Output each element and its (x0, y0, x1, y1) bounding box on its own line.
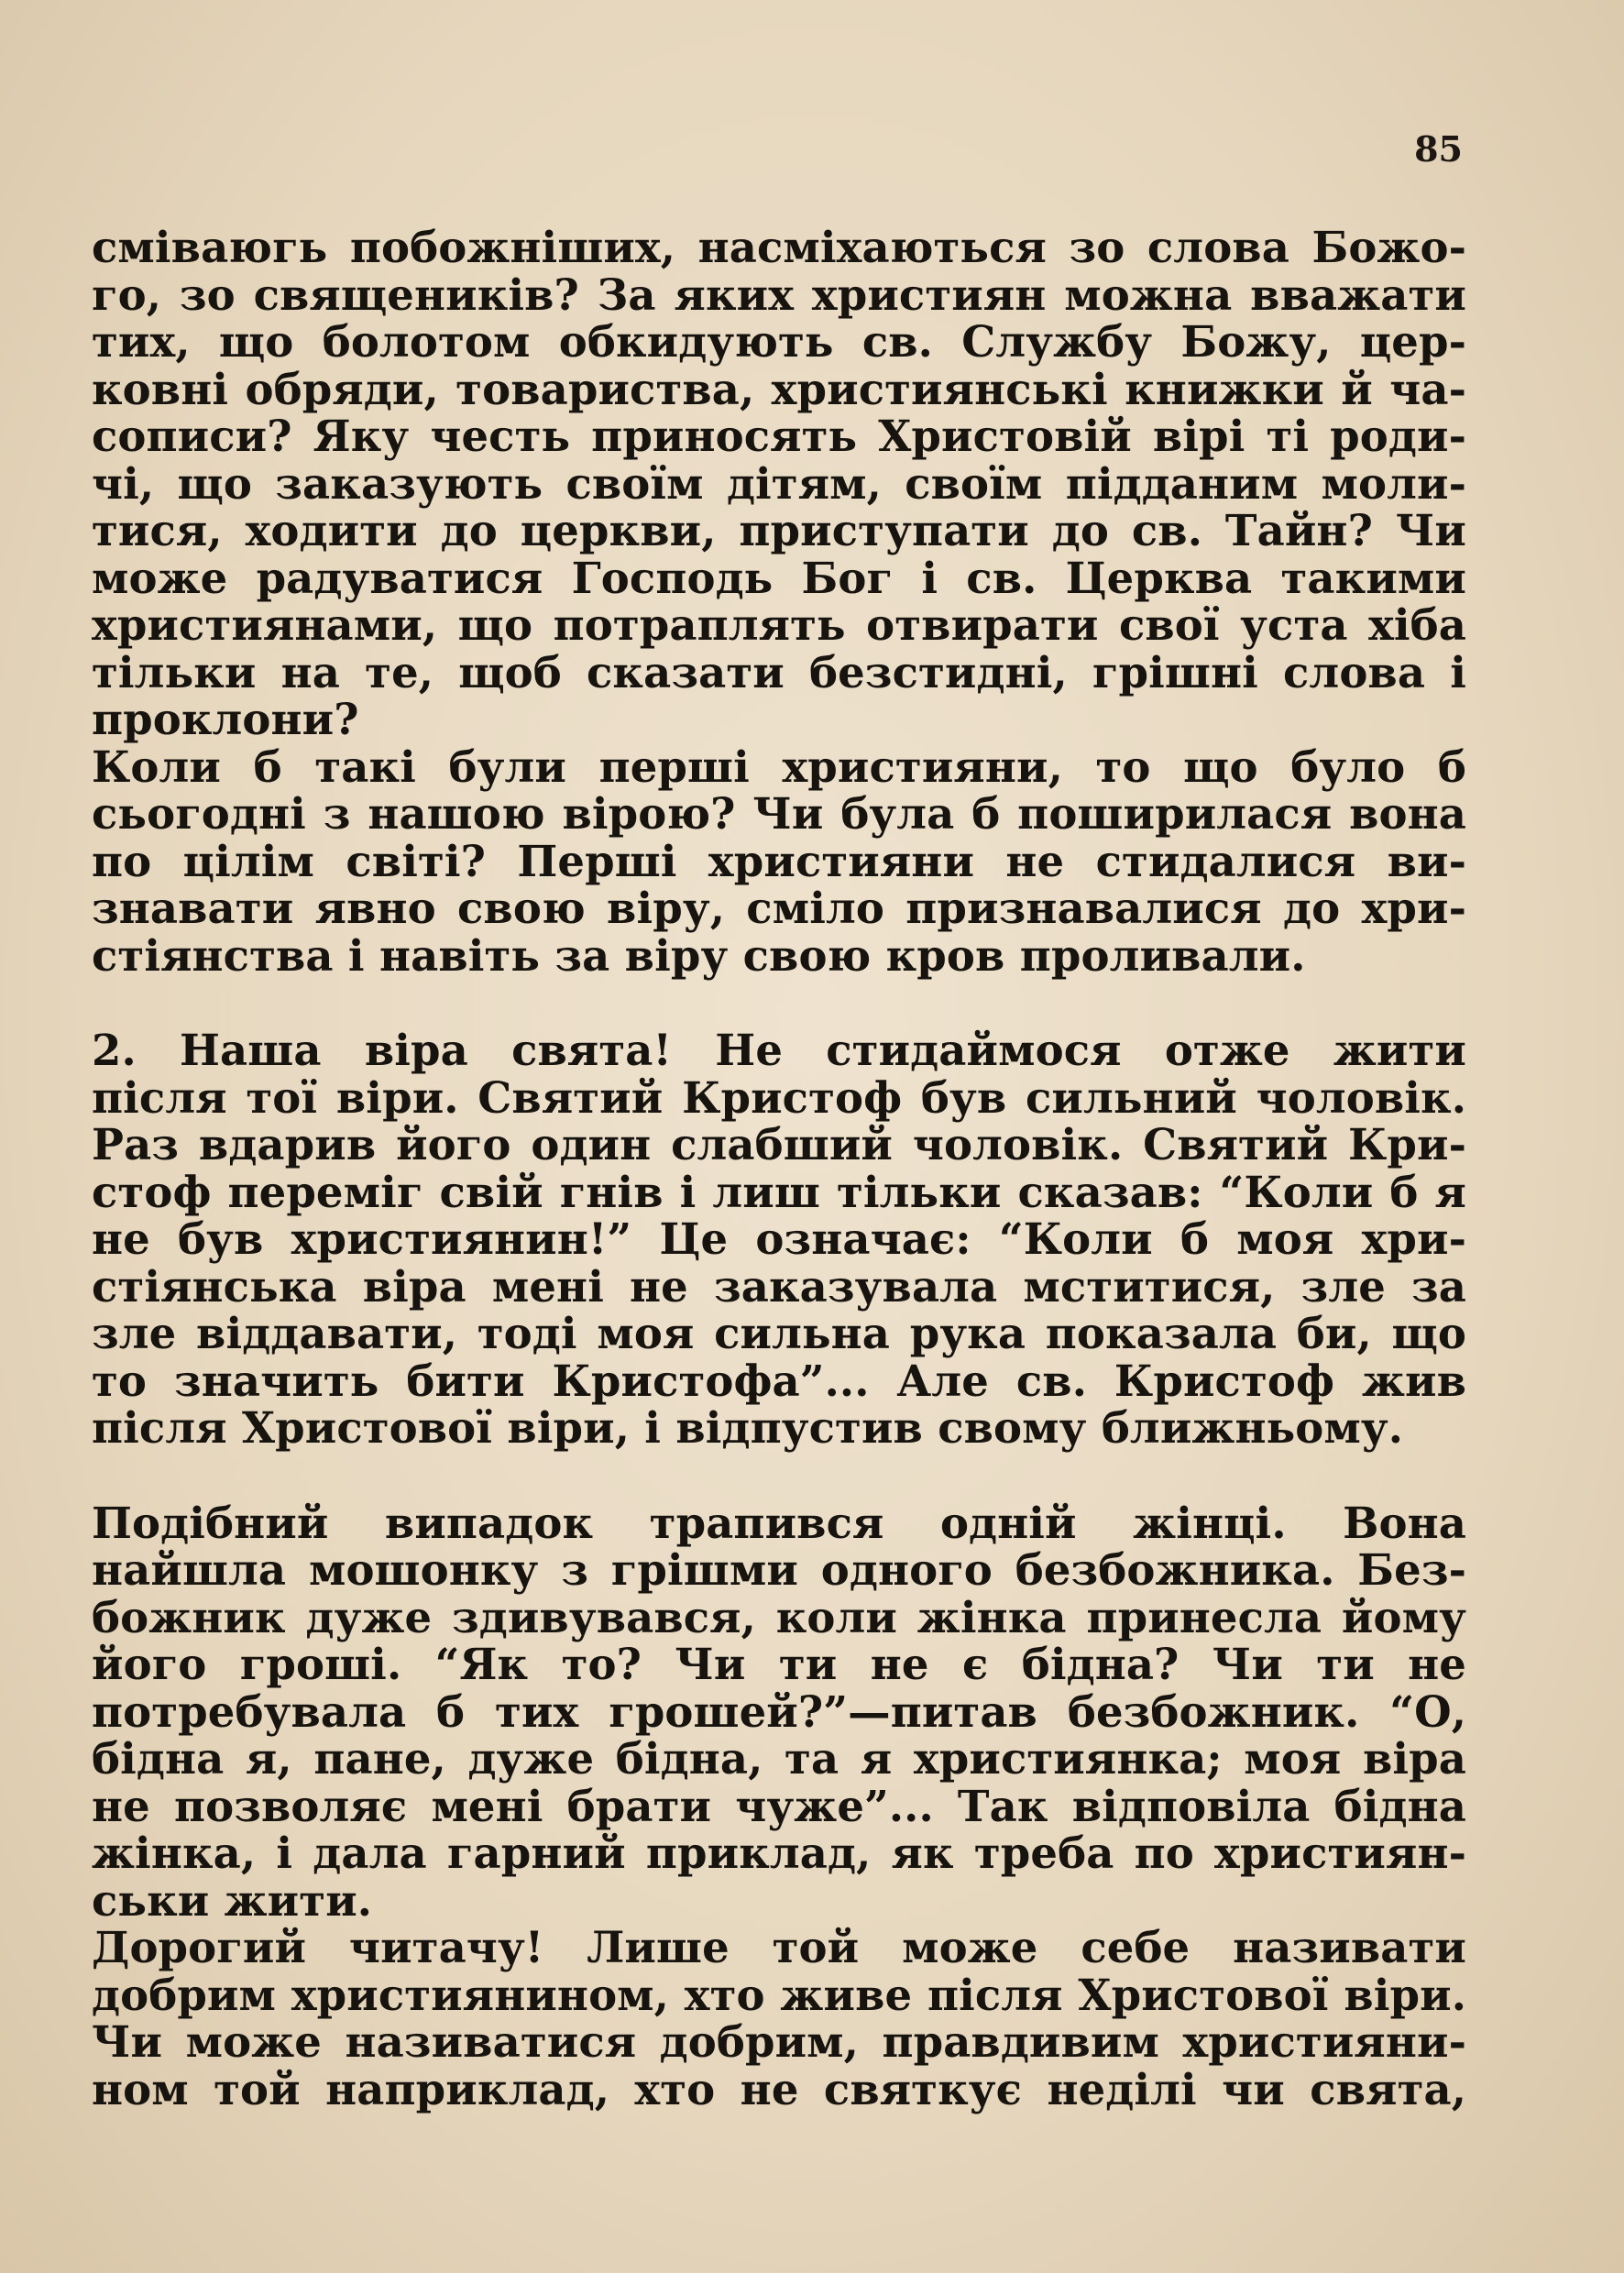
text-line: стоф переміг свій гнів і лиш тільки сказав: “Коли б я (92, 1166, 1466, 1217)
text-line: потребувала б тих грошей?”—питав безбожник. “О, (92, 1686, 1466, 1737)
text-line: ськи жити. (92, 1874, 373, 1926)
text-line: зле віддавати, тоді моя сильна рука показала би, що (92, 1308, 1466, 1358)
text-line: 2. Наша віра свята! Не стидаймося отже жити (92, 1025, 1466, 1075)
text-line: після тої віри. Святий Кристоф був сильний чоловік. (92, 1071, 1466, 1123)
text-line: жінка, і дала гарний приклад, як треба по християн- (92, 1828, 1466, 1878)
text-line: сописи? Яку честь приносять Христовій вірі ті роди- (92, 411, 1466, 461)
text-line: по цілім світі? Перші християни не стидалися ви- (92, 835, 1466, 886)
text-line: тих, що болотом обкидують св. Службу Божу, цер- (92, 316, 1466, 367)
text-line: Раз вдарив його один слабший чоловік. Святий Кри- (92, 1119, 1466, 1169)
text-line: знавати явно свою віру, сміло признавалися до хри- (92, 883, 1466, 933)
text-line: тися, ходити до церкви, приступати до св. Тайн? Чи (92, 505, 1466, 555)
text-line: божник дуже здивувався, коли жінка принесла йому (92, 1591, 1466, 1642)
text-line: то значить бити Кристофа”... Але св. Кристоф жив (92, 1355, 1466, 1406)
text-line: найшла мошонку з грішми одного безбожника. Без- (92, 1544, 1466, 1595)
text-line: стіянська віра мені не заказувала мститися, зле за (92, 1260, 1466, 1312)
text-line: не позволяє мені брати чуже”... Так відповіла бідна (92, 1780, 1466, 1831)
paragraph-gap (92, 979, 1466, 1027)
text-line: Подібний випадок трапився одній жінці. Вона (92, 1497, 1466, 1548)
text-line: стіянства і навіть за віру свою кров проливали. (92, 929, 1306, 981)
text-line: ном той наприклад, хто не святкує неділі чи свята, (92, 2063, 1466, 2114)
paragraph-gap (92, 1452, 1466, 1499)
text-line: не був християнин!” Це означає: “Коли б моя хри- (92, 1213, 1466, 1264)
text-line: бідна я, пане, дуже бідна, та я християнка; моя віра (92, 1733, 1466, 1784)
text-line: тільки на те, щоб сказати безстидні, грішні слова і (92, 646, 1466, 697)
text-line: го, зо священиків? За яких християн можна вважати (92, 269, 1466, 320)
text-line: може радуватися Господь Бог і св. Церква такими (92, 552, 1466, 603)
text-line: Дорогий читачу! Лише той може себе називати (92, 1922, 1466, 1972)
text-line: сьогодні з нашою вірою? Чи була б поширилася вона (92, 788, 1466, 839)
text-line: ковні обряди, товариства, християнські книжки й ча- (92, 363, 1466, 414)
text-line: добрим християнином, хто живе після Христової віри. (92, 1969, 1466, 2020)
text-line: його гроші. “Як то? Чи ти не є бідна? Чи ти не (92, 1639, 1466, 1689)
page-number: 85 (1414, 128, 1463, 170)
text-line: проклони? (92, 694, 359, 744)
text-line: Коли б такі були перші християни, то що було б (92, 741, 1466, 792)
text-line: чі, що заказують своїм дітям, своїм підданим моли- (92, 457, 1466, 509)
page-text (92, 224, 1466, 2113)
text-line: християнами, що потраплять отвирати свої уста хіба (92, 599, 1466, 650)
text-line: сміваюгь побожніших, насміхаються зо слова Божо- (92, 222, 1466, 272)
text-line: Чи може називатися добрим, правдивим християни- (92, 2016, 1466, 2067)
text-line: після Христової віри, і відпустив свому ближньому. (92, 1402, 1404, 1453)
